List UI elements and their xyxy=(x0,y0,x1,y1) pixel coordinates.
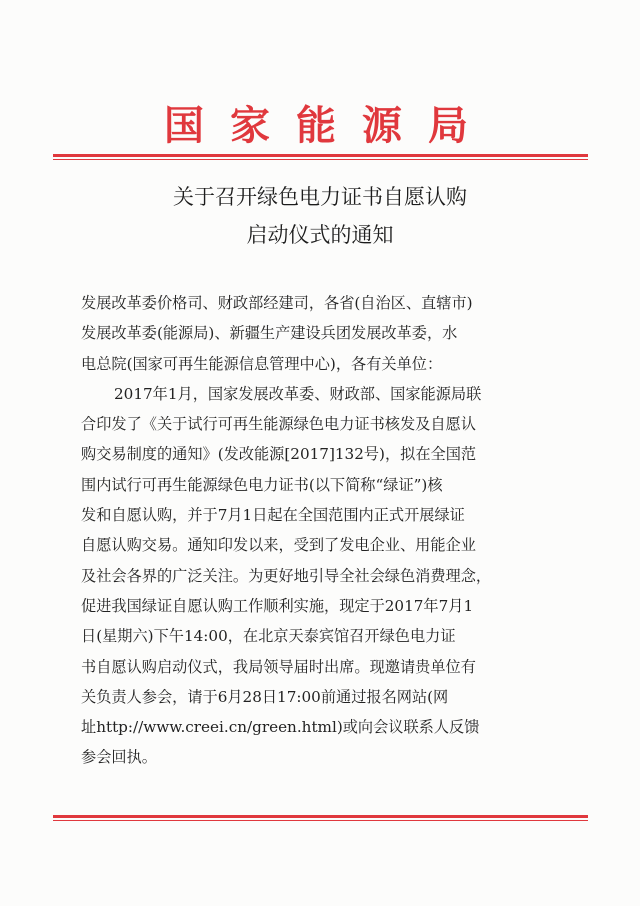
body-line: 址http://www.creei.cn/green.html)或向会议联系人反馈 xyxy=(81,718,480,737)
body-line: 日(星期六)下午14:00，在北京天泰宾馆召开绿色电力证 xyxy=(81,627,456,646)
body-line: 发和自愿认购，并于7月1日起在全国范围内正式开展绿证 xyxy=(81,506,465,525)
recipients-line: 发展改革委价格司、财政部经建司，各省(自治区、直辖市) xyxy=(81,294,473,312)
recipients-line: 发展改革委(能源局)、新疆生产建设兵团发展改革委，水 xyxy=(81,324,458,343)
body-line: 购交易制度的通知》(发改能源[2017]132号)，拟在全国范 xyxy=(81,445,477,464)
body-line: 围内试行可再生能源绿色电力证书(以下简称“绿证”)核 xyxy=(81,475,443,494)
body-line: 合印发了《关于试行可再生能源绿色电力证书核发及自愿认 xyxy=(81,415,476,434)
notice-body xyxy=(81,288,551,773)
body-line: 关负责人参会，请于6月28日17:00前通过报名网站(网 xyxy=(81,687,449,706)
body-line: 书自愿认购启动仪式，我局领导届时出席。现邀请贵单位有 xyxy=(81,657,476,676)
body-line: 促进我国绿证自愿认购工作顺利实施，现定于2017年7月1 xyxy=(81,596,474,615)
body-line: 自愿认购交易。通知印发以来，受到了发电企业、用能企业 xyxy=(81,536,476,555)
notice-title-line-1: 关于召开绿色电力证书自愿认购 xyxy=(173,185,467,209)
agency-letterhead: 国家能源局 xyxy=(164,102,494,149)
recipients-line: 电总院(国家可再生能源信息管理中心)，各有关单位： xyxy=(81,354,443,373)
footer-divider xyxy=(53,815,588,821)
notice-title-line-2: 启动仪式的通知 xyxy=(246,223,394,247)
body-line: 及社会各界的广泛关注。为更好地引导全社会绿色消费理念， xyxy=(81,566,492,585)
letterhead-divider xyxy=(53,154,588,160)
body-line: 2017年1月，国家发展改革委、财政部、国家能源局联 xyxy=(114,384,482,403)
body-line: 参会回执。 xyxy=(81,748,157,767)
